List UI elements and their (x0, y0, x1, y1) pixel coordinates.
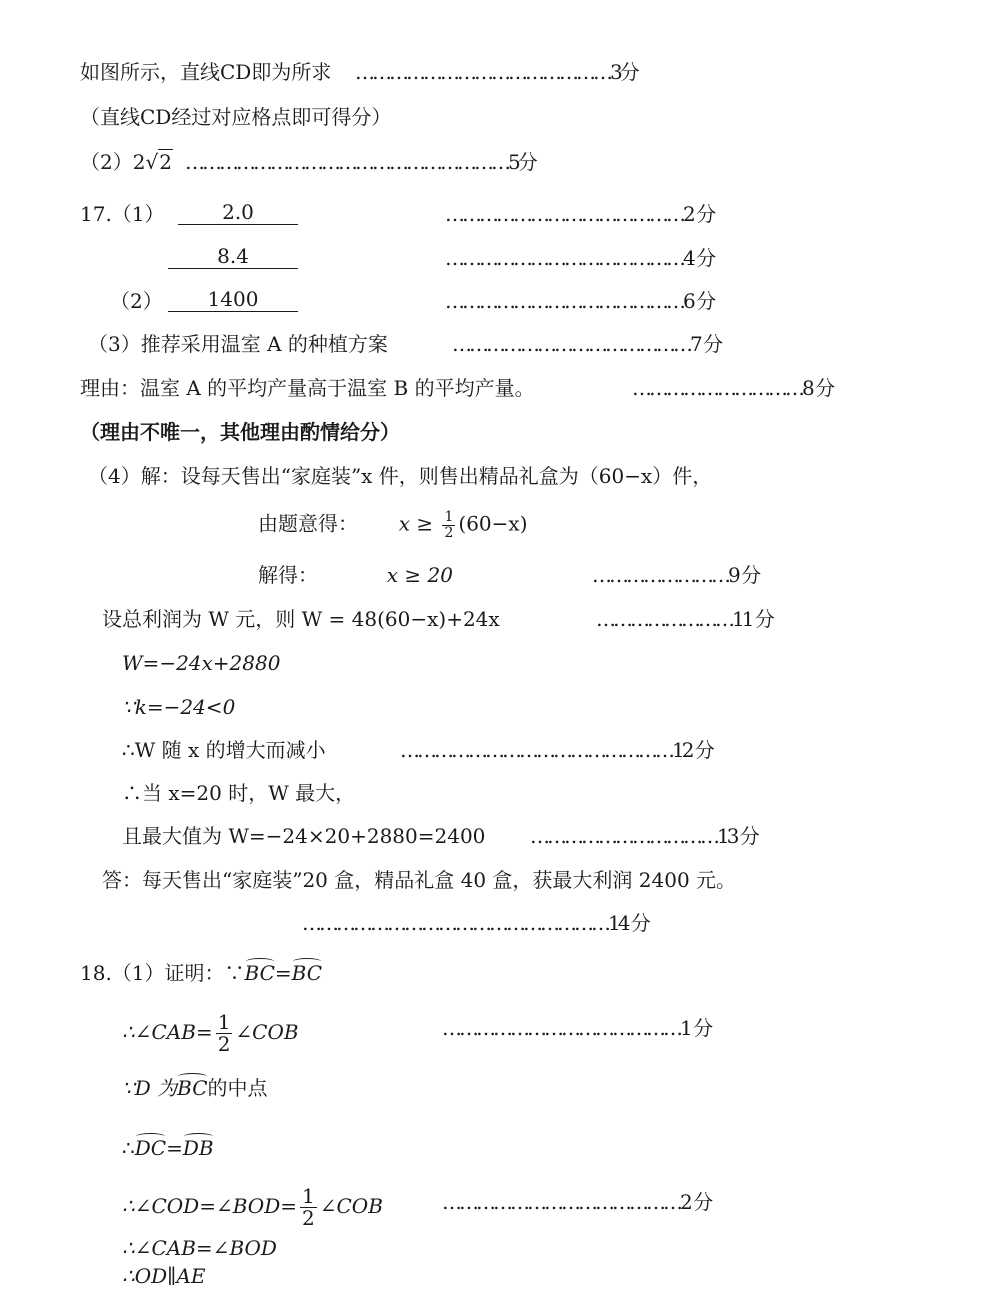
proof-step-1: ∴∠CAB= $\frac{1}{2}$ ∠COB (122, 1010, 299, 1056)
q17-part2-label: （2） (110, 289, 163, 313)
q17-part2-dots: ……………………………………6 分 (445, 289, 714, 313)
reason-note: （理由不唯一，其他理由酌情给分） (80, 420, 400, 444)
final-answer-dots: ………………………………………………14 分 (302, 911, 648, 935)
part2-score-dots: …………………………………………………5分 (185, 150, 535, 174)
q17-answer-2-dots: ……………………………………4 分 (445, 246, 714, 270)
q17-answer-1: 2.0 (178, 202, 298, 225)
line-cd-score-dots: ………………………………………3分 (355, 60, 637, 84)
max-condition: ∴当 x=20 时，W 最大， (122, 781, 356, 805)
decreasing-statement: ∴W 随 x 的增大而减小 (122, 738, 326, 762)
decreasing-dots: …………………………………………12 分 (400, 738, 712, 762)
k-condition: ∵k=−24<0 (122, 695, 236, 719)
reason-text: 理由：温室 A 的平均产量高于温室 B 的平均产量。 (80, 376, 535, 400)
proof-step-5: ∴∠CAB=∠BOD (122, 1236, 277, 1260)
inequality-dots: ……………………9 分 (592, 563, 759, 587)
proof-step-4: ∴∠COD=∠BOD= $\frac{1}{2}$ ∠COB (122, 1184, 383, 1230)
line-cd-note: （直线CD经过对应格点即可得分） (80, 105, 392, 129)
reason-dots: …………………………8 分 (632, 376, 833, 400)
q17-part3-answer: （3）推荐采用温室 A 的种植方案 (88, 332, 388, 356)
inequality-solution: 解得： x ≥ 20 (258, 563, 453, 587)
q18-proof-start: 18.（1）证明：∵BC=BC (80, 961, 323, 985)
q17-part4-setup: （4）解：设每天售出“家庭装”x 件，则售出精品礼盒为（60−x）件， (88, 464, 713, 488)
proof-step-4-dots: ……………………………………2 分 (442, 1190, 711, 1214)
proof-step-2: ∵D 为BC的中点 (122, 1076, 268, 1100)
q17-label: 17.（1） (80, 202, 165, 226)
q17-answer-2: 8.4 (168, 246, 298, 269)
w-expression: W=−24x+2880 (122, 651, 281, 675)
inequality-setup: 由题意得： x ≥ $\frac{1}{2}$ (60−x) (258, 509, 528, 541)
part2-answer: （2）2√2 (80, 150, 172, 174)
q17-part2-answer: 1400 (168, 289, 298, 312)
proof-step-1-dots: ……………………………………1 分 (442, 1016, 711, 1040)
max-value: 且最大值为 W=−24×20+2880=2400 (122, 824, 486, 848)
proof-step-3: ∴DC=DB (122, 1136, 214, 1160)
max-value-dots: ……………………………13 分 (530, 824, 757, 848)
profit-function: 设总利润为 W 元，则 W = 48(60−x)+24x (102, 607, 500, 631)
line-cd-answer: 如图所示，直线CD即为所求 (80, 60, 332, 84)
q17-answer-1-dots: ……………………………………2 分 (445, 202, 714, 226)
final-answer: 答：每天售出“家庭装”20 盒，精品礼盒 40 盒，获最大利润 2400 元。 (102, 868, 737, 892)
q17-part3-dots: ……………………………………7 分 (452, 332, 721, 356)
profit-dots: ……………………11 分 (596, 607, 772, 631)
proof-step-6: ∴OD∥AE (122, 1264, 206, 1288)
